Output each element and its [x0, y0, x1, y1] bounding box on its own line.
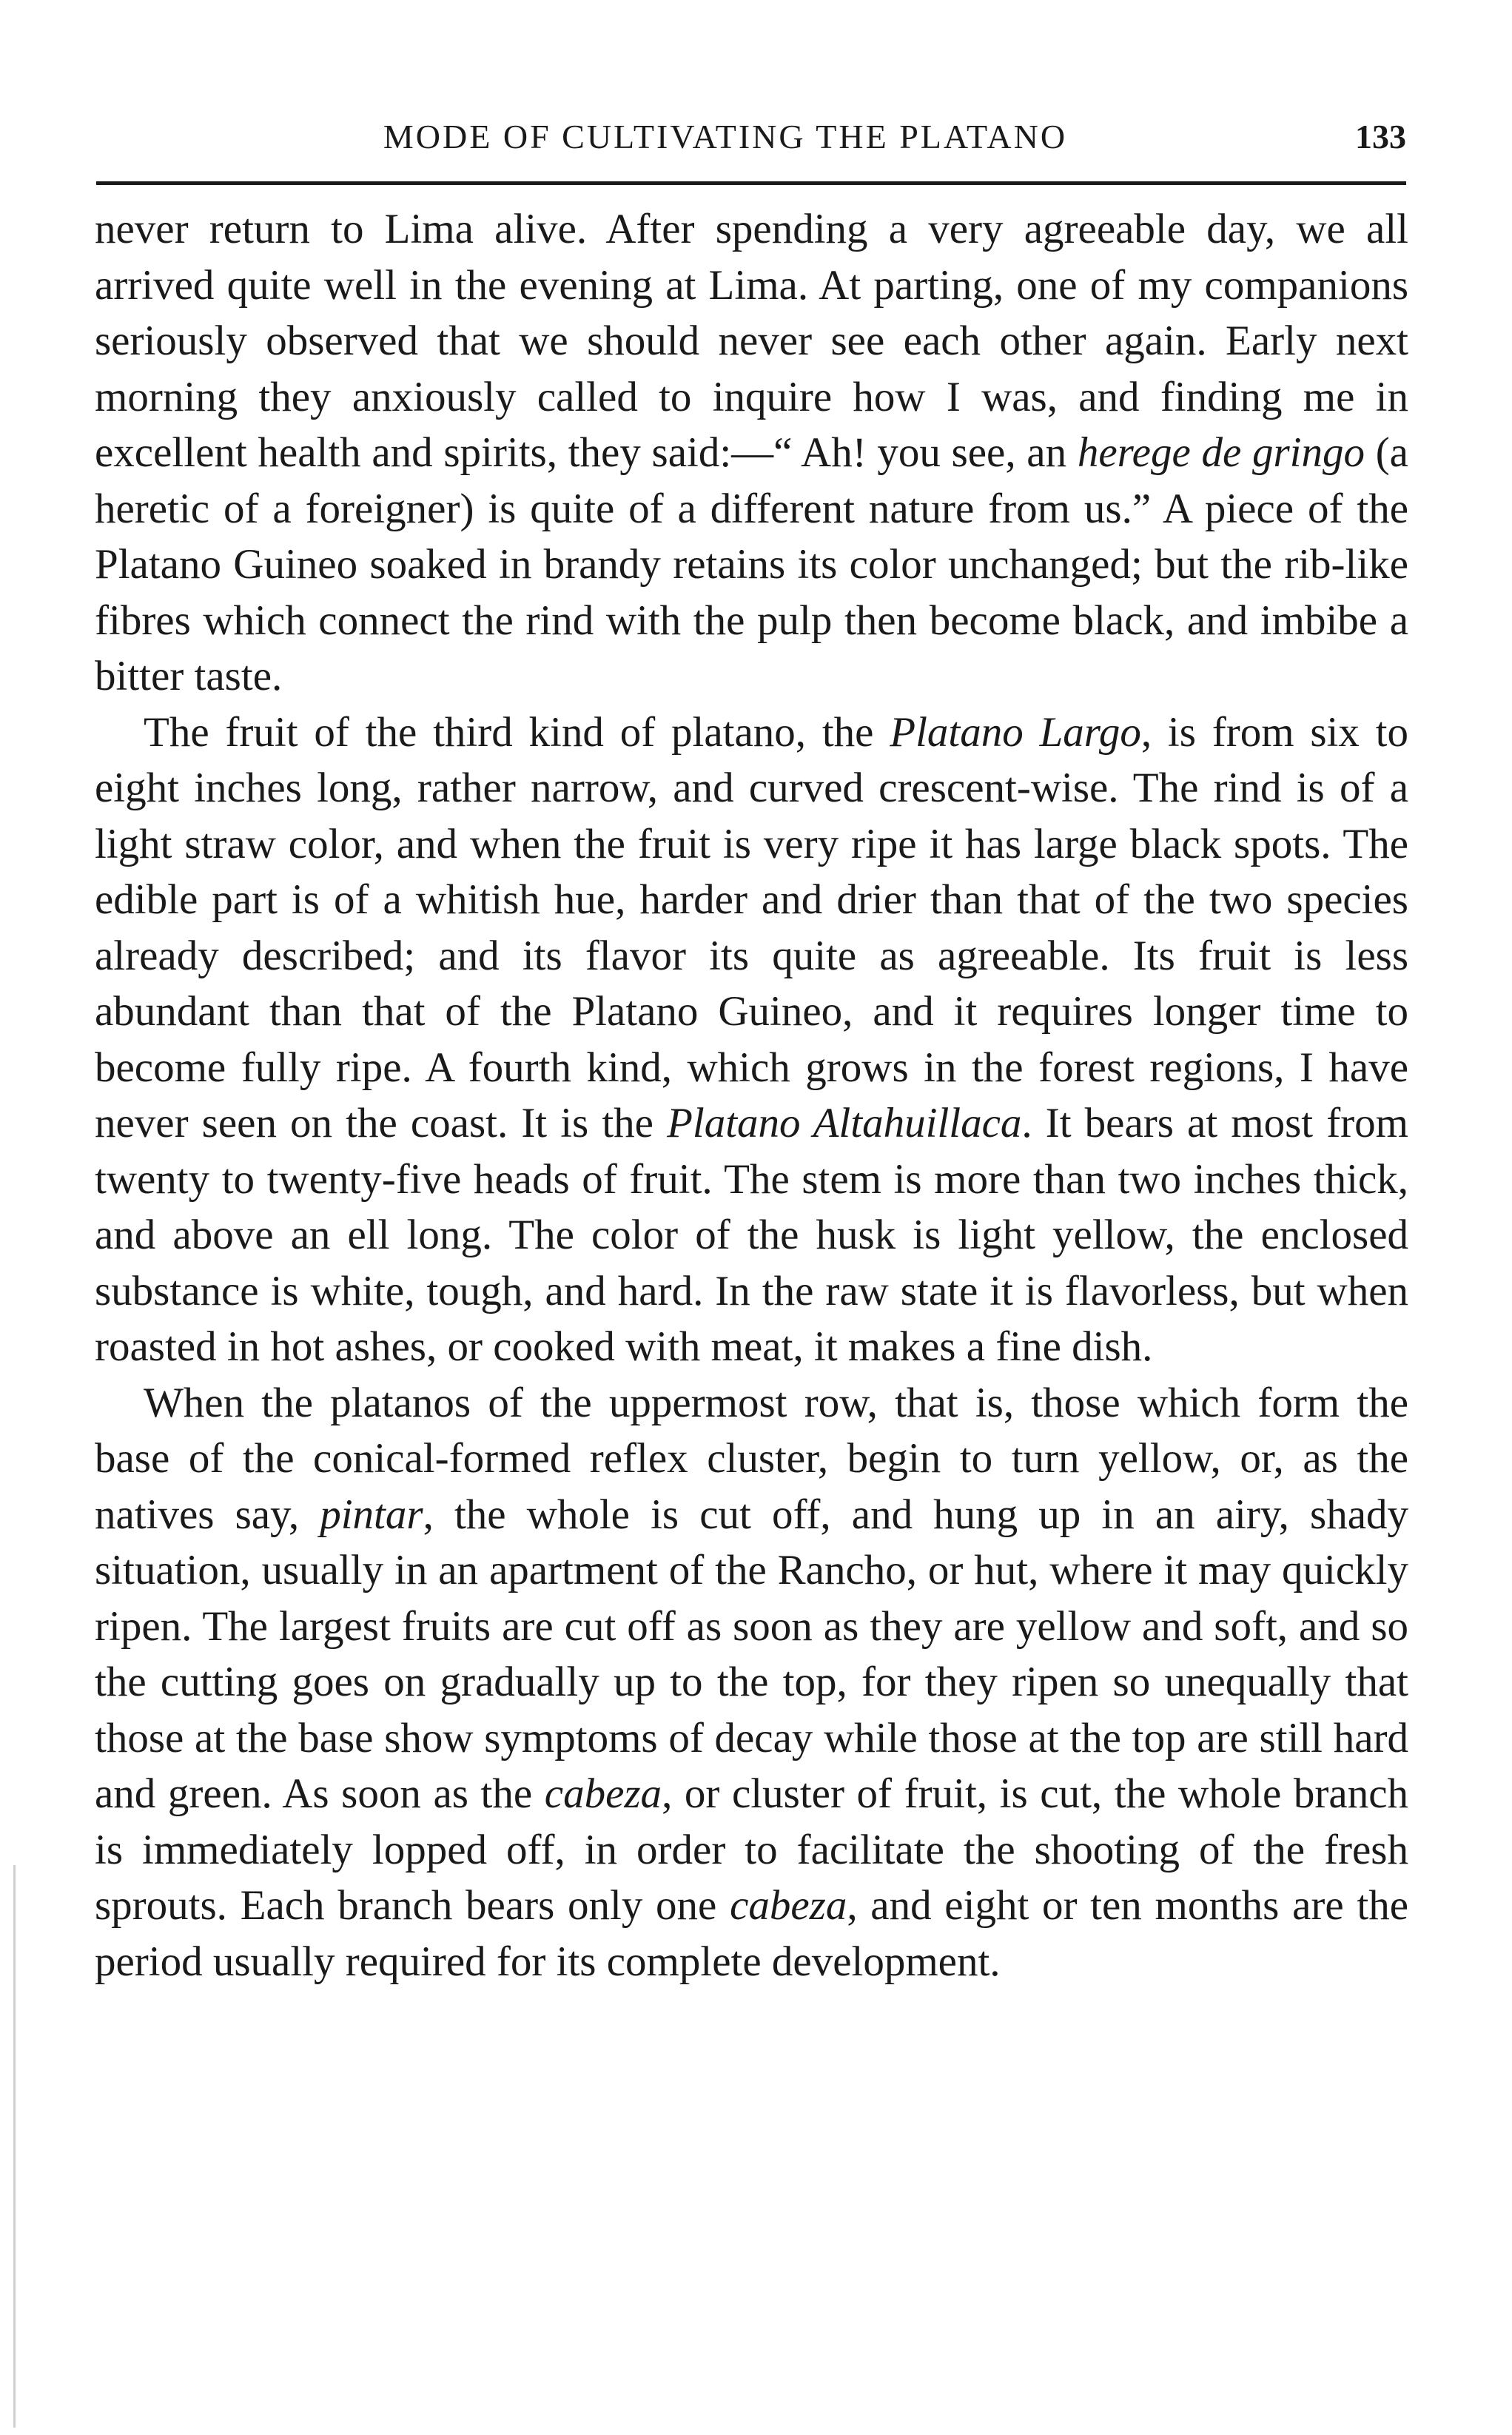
paragraph-2-text-c: . It bears at most from twenty to twenty-five heads of fruit. The stem is more than two inches thick, and above an ell long. The color of the husk is light yellow, the enclosed substance is white, tough, and hard. In the raw state it is flavorless, but when roasted in hot ashes, or cooked with meat, it makes a fine dish. — [95, 1100, 1408, 1370]
paragraph-2-italic-platano-largo: Platano Largo — [890, 708, 1141, 756]
paragraph-3-text-d: , and eight or ten months are the period usually required for its complete development. — [95, 1882, 1408, 1985]
paragraph-2-text-a: The fruit of the third kind of platano, the — [144, 708, 890, 756]
binding-edge-mark — [13, 1865, 16, 2428]
paragraph-3-text-b: , the whole is cut off, and hung up in an airy, shady situation, usually in an apartment of the Rancho, or hut, where it may quickly ripen. The largest fruits are cut off as soon as they are yellow and soft, and so the cutting goes on gradually up to the top, for they ripen so unequally that those at the base show symptoms of decay while those at the top are still hard and green. As soon as the — [95, 1491, 1409, 1817]
paragraph-3-text-a: When the platanos of the uppermost row, that is, those which form the base of the conical-formed reflex cluster, begin to turn yellow, or, as the natives say, — [95, 1379, 1408, 1538]
running-head: MODE OF CULTIVATING THE PLATANO — [383, 118, 1068, 155]
paragraph-1 — [95, 201, 1408, 705]
paragraph-3-italic-pintar: pintar — [320, 1491, 423, 1538]
paragraph-1-italic-herege: herege de gringo — [1077, 429, 1365, 476]
paragraph-2-italic-altahuillaca: Platano Altahuillaca — [667, 1100, 1022, 1146]
paragraph-3 — [95, 1375, 1408, 1990]
body-text — [95, 201, 1408, 1989]
paragraph-1-text-b: (a heretic of a foreigner) is quite of a different nature from us.” A piece of the Platano Guineo soaked in brandy retains its color unchanged; but the rib-like fibres which connect the rind with the pulp then become black, and imbibe a bitter taste. — [95, 429, 1408, 699]
paragraph-3-italic-cabeza-1: cabeza — [544, 1770, 662, 1817]
paragraph-3-text-c: , or cluster of fruit, is cut, the whole branch is immediately lopped off, in order to facilitate the shooting of the fresh sprouts. Each branch bears only one — [95, 1770, 1408, 1929]
paragraph-2-text-b: , is from six to eight inches long, rather narrow, and curved crescent-wise. The rind is of a light straw color, and when the fruit is very ripe it has large black spots. The edible part is of a whitish hue, harder and drier than that of the two species already described; and its flavor its quite as agreeable. Its fruit is less abundant than that of the Platano Guineo, and it requires longer time to become fully ripe. A fourth kind, which grows in the forest regions, I have never seen on the coast. It is the — [95, 708, 1408, 1146]
paragraph-3-italic-cabeza-2: cabeza — [730, 1882, 847, 1929]
paragraph-1-text-a: never return to Lima alive. After spending a very agreeable day, we all arrived quite well in the evening at Lima. At parting, one of my companions seriously observed that we should never see each other again. Early next morning they anxiously called to inquire how I was, and finding me in excellent health and spirits, they said:—“ Ah! you see, an — [95, 206, 1408, 476]
header-rule — [96, 181, 1406, 185]
paragraph-2 — [95, 705, 1408, 1375]
page-number: 133 — [1355, 118, 1406, 155]
page-header — [96, 111, 1406, 170]
